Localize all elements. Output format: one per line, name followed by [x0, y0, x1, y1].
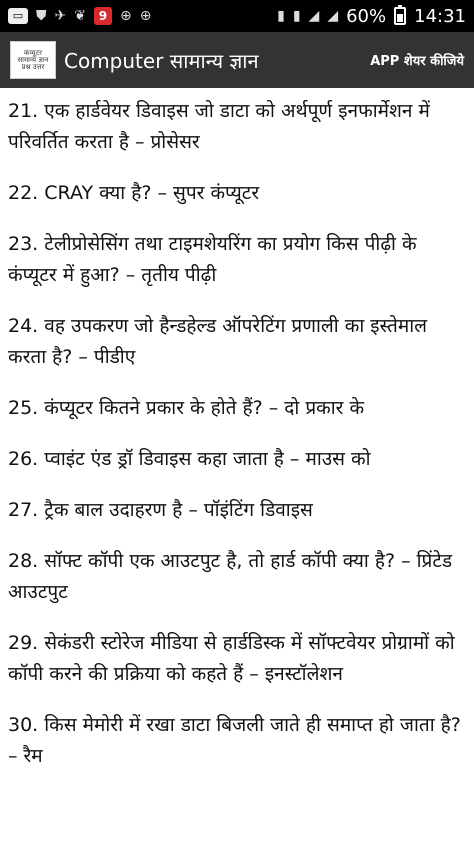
app-bar [0, 32, 474, 88]
logo-line-2: सामान्य ज्ञान [17, 55, 49, 64]
signal-h-icon: ▮ [277, 8, 285, 24]
signal-r-icon: ◢ [327, 8, 339, 24]
list-item: 23. टेलीप्रोसेसिंग तथा टाइमशेयरिंग का प्रयोग किस पीढ़ी के कंप्यूटर में हुआ? – तृतीय पीढ़ी [8, 233, 417, 286]
app-title: Computer सामान्य ज्ञान [64, 48, 259, 73]
app-logo [10, 41, 56, 79]
list-item: 22. CRAY क्या है? – सुपर कंप्यूटर [8, 182, 260, 204]
sim-icon: ▮ [292, 8, 301, 24]
status-right-icons [277, 6, 466, 27]
app-notify-icon: ❦ [74, 8, 86, 24]
list-item: 29. सेकंडरी स्टोरेज मीडिया से हार्डडिस्क में सॉफ्टवेयर प्रोग्रामों को कॉपी करने की प्रक्रिया को कहते हैं – इनस्टॉलेशन [8, 632, 455, 685]
battery-icon [394, 7, 406, 25]
logo-line-1: कंप्यूटर [24, 48, 42, 57]
game-icon: ⊕ [119, 8, 132, 24]
share-app-button[interactable]: APP शेयर कीजिये [370, 54, 464, 69]
app9-icon: 9 [94, 7, 112, 25]
game2-icon: ⊕ [139, 8, 152, 24]
battery-percent: 60% [346, 5, 387, 27]
list-item: 28. सॉफ्ट कॉपी एक आउटपुट है, तो हार्ड कॉपी क्या है? – प्रिंटेड आउटपुट [8, 550, 453, 603]
list-item: 25. कंप्यूटर कितने प्रकार के होते हैं? – दो प्रकार के [8, 397, 365, 419]
question-list [0, 88, 474, 772]
status-bar [0, 0, 474, 32]
list-item: 30. किस मेमोरी में रखा डाटा बिजली जाते ही समाप्त हो जाता है? – रैम [8, 714, 461, 767]
list-item: 26. प्वाइंट एंड ड्रॉ डिवाइस कहा जाता है – माउस को [8, 448, 371, 470]
list-item: 27. ट्रैक बाल उदाहरण है – पॉइंटिंग डिवाइस [8, 499, 313, 521]
list-item: 24. वह उपकरण जो हैन्डहेल्ड ऑपरेटिंग प्रणाली का इस्तेमाल करता है? – पीडीए [8, 315, 428, 368]
clock: 14:31 [414, 5, 466, 27]
airplane-notify-icon: ✈ [54, 8, 67, 24]
status-left-icons [8, 7, 151, 25]
list-item: 21. एक हार्डवेयर डिवाइस जो डाटा को अर्थपूर्ण इनफार्मेशन में परिवर्तित करता है – प्रोसेसर [8, 100, 430, 153]
logo-line-3: प्रश्न उत्तर [21, 62, 45, 71]
signal-strength-icon: ◢ [308, 8, 320, 24]
message-icon: ▭ [8, 8, 28, 24]
shield-icon: ⛊ [36, 8, 47, 24]
